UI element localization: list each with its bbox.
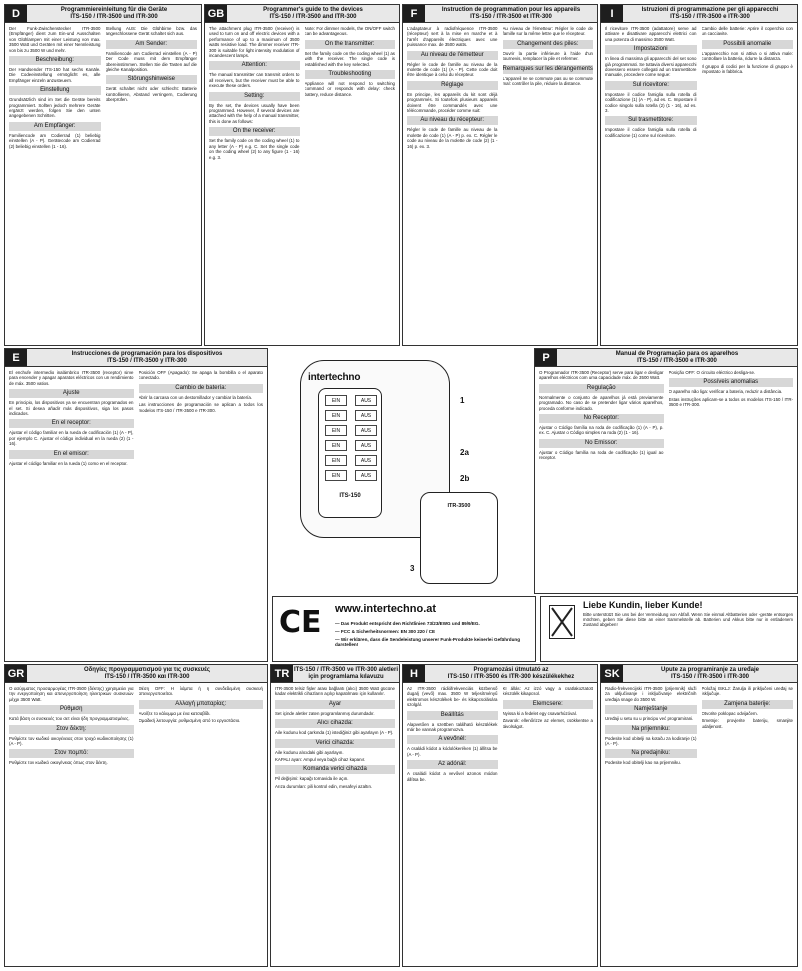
- compliance-line: — FCC & Sicherheitsnormen: EN 300 220 / CE: [335, 629, 436, 634]
- panel-column: Cambio delle batterie: Aprire il coperchio con un cacciavite. Possibili anomalie L'apparecchio non si attiva o si attiva male: controllare la batteria, ridurre la distanza. Il gruppo di codici per la funzione di gruppo è impostato in fabbrica.: [701, 26, 793, 75]
- remote-model: ITS-150: [339, 493, 361, 499]
- remote-off-button: AUS: [355, 440, 377, 451]
- receiver-model: ITR-3500: [447, 503, 471, 509]
- panel-column: Ο ασύρματος προσαρμογέας ITR-3500 (δέκτης) χρησιμεύει για την ενεργοποίηση και απενεργοποίηση ηλεκτρικών συσκευών μέχρι 3500 Watt. Ρύθμιση Κατά βάση οι συσκευές του σετ είναι ήδη προγραμματισμένες. Στον δέκτη: Ρυθμίστε τον κωδικό οικογένειας στον τροχό κωδικοποίησης (1) (A - P). Στον πομπό: Ρυθμίστε τον κωδικό οικογένειας όπως στον δέκτη.: [9, 686, 134, 766]
- panel-column: Posição OFF: O circuito eléctrico desliga-se. Possíveis anomalias O aparelho não liga: verificar a bateria, reduzir a distância. Estas instruções aplicam-se a todos os modelos ITS-150 / ITR-3500 e ITR-300.: [668, 370, 793, 408]
- panel-de: [4, 4, 202, 346]
- panel-column: Il ricevitore ITR-3500 (adattatore) serve ad attivare e disattivare apparecchi elettrici con una potenza di massimo 3500 Watt. Impostazioni In linea di massima gli apparecchi del set sono già programmati. Se tuttavia diversi apparecchi dovessero essere collegati ad un trasmettitore manuale, procedere come segue: Sul ricevitore: Impostare il codice famiglia sulla rotella di codificazione (1) (A - P), ad es. C. Impostare il codice singolo sulla rotella (2) (1 - 16), ad es. 3. Sul trasmettitore: Impostare il codice famiglia sulla rotella di codificazione (1) come sul ricevitore.: [605, 26, 697, 138]
- callout-3: 3: [410, 564, 415, 573]
- compliance-footer: [272, 596, 536, 662]
- remote-control: [318, 388, 382, 518]
- panel-title: Manual de Programação para os aparelhos ITS-150 / ITR-3500 e ITR-300: [557, 349, 797, 366]
- instruction-sheet: [4, 4, 798, 967]
- panel-tag: E: [5, 349, 27, 366]
- device-illustration: [270, 352, 504, 592]
- remote-off-button: AUS: [355, 455, 377, 466]
- panel-title: ITS-150 / ITR-3500 ve ITR-300 aletleri için programlama kılavuzu: [293, 665, 399, 682]
- note-body: Bitte unterstützt Sie uns bei der Vermeidung von Abfall. Wenn Sie einmal Altbatterien oder -geräte entsorgen möchten, geben Sie diese bitte an einer Sammelstelle ab. Batterien und Akkus bitte nur in entladenem Zustand abgeben!: [583, 612, 793, 628]
- panel-column: Položaj ISKLJ: Žarulja ili priključeni uređaj se isključuje. Zamjena baterije: Otvorite poklopac odvijačem. Smetnje: provjerite bateriju, smanjite udaljenost.: [701, 686, 793, 729]
- panel-title: Instruction de programmation pour les appareils ITS-150 / ITR-3500 et ITR-300: [425, 5, 597, 22]
- panel-title: Οδηγίες προγραμματισμού για τις συσκευές ITS-150 / ITR-3500 και ITR-300: [27, 665, 267, 682]
- panel-pt: [534, 348, 798, 594]
- panel-tag: H: [403, 665, 425, 682]
- panel-title: Instrucciones de programación para los dispositivos ITS-150 / ITR-3500 y ITR-300: [27, 349, 267, 366]
- remote-off-button: AUS: [355, 470, 377, 481]
- panel-tag: GB: [205, 5, 227, 22]
- panel-title: Programmiereinleitung für die Geräte ITS-150 / ITR-3500 und ITR-300: [27, 5, 201, 22]
- remote-on-button: EIN: [325, 455, 347, 466]
- remote-on-button: EIN: [325, 395, 347, 406]
- panel-column: Az ITR-3500 rádiófrekvenciás közbenső dugalj (vevő) max. 3500 W teljesítményű elektromos készülékek be- és kikapcsolására szolgál. Beállítás Alapvetően a szettben található készülékek már be vannak programozva. A vevőnél: A családi kódot a kódolókeréken (1) állítsa be (A - P). Az adónál: A családi kódot a vevővel azonos módon állítsa be.: [407, 686, 498, 782]
- website-url[interactable]: www.intertechno.at: [335, 603, 437, 615]
- callout-1: 1: [460, 396, 465, 405]
- panel-fr: [402, 4, 598, 346]
- remote-off-button: AUS: [355, 410, 377, 421]
- panel-it: [600, 4, 798, 346]
- panel-title: Upute za programiranje za uređaje ITS-150 / ITR-3500 i ITR-300: [623, 665, 797, 682]
- panel-column: Θέση OFF: Η λάμπα ή η συνδεδεμένη συσκευή απενεργοποιείται. Αλλαγή μπαταρίας: Ανοίξτε το κάλυμμα με ένα κατσαβίδι. Ομαδική λειτουργία: ρυθμισμένη από το εργοστάσιο.: [138, 686, 263, 724]
- panel-column: Der Funk-Zwischenstecker ITR-3500 (Empfänger) dient zum Ein-und Ausschalten von Glühlampen mit einer Leistung von max. 3500 Watt und Geräten mit einer Nennleistung von bis zu 3500 W und mehr. Beschreibung: Der Handsender ITS-150 hat sechs Kanäle. Die Codeeinstellung ermöglicht es, alle Empfänger einzeln anzusteuern. Einstellung Grundsätzlich sind im Set die Geräte bereits programmiert. Sollten jedoch mehrere Geräte ergänzt werden, folgen Sie den unten angegebenen Schritten. Am Empfänger: Familiencode am Codierrad (1) beliebig einstellen (A - P). Gerätecode am Codierrad (2) beliebig einstellen (1 - 16).: [9, 26, 101, 149]
- panel-gb: [204, 4, 400, 346]
- panel-column: Posición OFF (Apagado): Se apaga la bombilla o el aparato conectado. Cambio de batería: Abrir la carcasa con un destornillador y cambiar la batería. Las instrucciones de programación se aplican a todos los modelos ITS-150 / ITR-3500 e ITR-300.: [138, 370, 263, 413]
- remote-off-button: AUS: [355, 395, 377, 406]
- panel-gr: [4, 664, 268, 967]
- recycle-bin-icon: [549, 605, 575, 639]
- callout-2b: 2b: [460, 474, 470, 483]
- brand-label: intertechno: [308, 372, 361, 383]
- compliance-line: — Das Produkt entspricht den Richtlinien 73/23/EWG und 89/9/EG.: [335, 621, 480, 626]
- panel-column: L'adaptateur à radiofréquence ITR-3500 (récepteur) sert à la mise en marche et à l'arrêt d'appareils électriques avec une puissance max. de 3500 watts. Au niveau de l'émetteur Régler le code de famille au niveau de la molette de code (1) (A - P). Cette code doit être identique à celui du récepteur. Réglage En principe, les appareils du kit sont déjà programmés. Si toutefois plusieurs appareils doivent être commandés avec une télécommande, procéder comme suit: Au niveau du récepteur: Régler le code de famille au niveau de la molette de code (1) (A - P) p. ex. C. Régler le code au niveau de la molette de code (2) (1 - 16) p. ex. 3.: [407, 26, 498, 149]
- panel-hu: [402, 664, 598, 967]
- compliance-line: — Wir erklären, dass die Sendeleistung unserer Funk-Produkte keinerlei Gefährdung darstellen!: [335, 637, 521, 647]
- panel-column: O Programador ITR-3500 (Receptor) serve para ligar e desligar aparelhos eléctricos com uma capacidade máx. de 3500 Watt. Regulação Normalmente o conjunto de aparelhos já está previamente programado. No caso de se pretender ligar vários aparelhos, proceda conforme indicado. No Receptor: Ajustar o Código família na roda de codificação (1) (A - P), p. ex. C. Ajustar o Código simples na roda (2) (1 - 16). No Emissor: Ajustar o Código família na roda de codificação (1) igual ao receptor.: [539, 370, 664, 461]
- remote-on-button: EIN: [325, 410, 347, 421]
- panel-tag: F: [403, 5, 425, 22]
- receiver-unit: [420, 492, 498, 584]
- panel-title: Programozási útmutató az ITS-150 / ITR-3500 és ITR-300 készülékekhez: [425, 665, 597, 682]
- note-title: Liebe Kundin, lieber Kunde!: [583, 600, 703, 610]
- panel-column: Radio-frekvencijski ITR-3500 (prijemnik) služi za uključivanje i isključivanje električnih uređaja snage do 3500 W. Namještanje Uređaji u setu su u principu već programirani. Na prijemniku: Podesite kod obitelji na kotaču za kodiranje (1) (A - P). Na predajniku: Podesite kod obitelji kao na prijemniku.: [605, 686, 697, 766]
- panel-tag: SK: [601, 665, 623, 682]
- remote-on-button: EIN: [325, 440, 347, 451]
- remote-on-button: EIN: [325, 470, 347, 481]
- disposal-note: [540, 596, 798, 662]
- panel-title: Programmer's guide to the devices ITS-150 / ITR-3500 and ITR-300: [227, 5, 399, 22]
- remote-on-button: EIN: [325, 425, 347, 436]
- panel-tag: GR: [5, 665, 27, 682]
- panel-column: Stellung AUS: Die Glühbirne bzw. das angeschlossene Gerät schaltet sich aus. Am Sender: Familiencode am Codierrad einstellen (A - P) Der Code muss mit dem Empfänger übereinstimmen. Stellen Sie die Tasten auf die gleiche Kanalposition. Störungshinweise Gerät schaltet nicht oder schlecht: Batterie kontrollieren, Abstand verringern, Codierung überprüfen.: [105, 26, 197, 103]
- panel-column: Au niveau de l'émetteur: Régler le code de famille sur la même lettre que le récepteur. Changement des piles: Ouvrir la partie inférieure à l'aide d'un tournevis, remplacer la pile et refermer. Remarques sur les dérangements L'appareil ne se commute pas ou se commute mal: contrôler la pile, réduire la distance.: [502, 26, 593, 87]
- panel-column: El enchufe intermedio inalámbrico ITR-3500 (receptor) sirve para encender y apagar aparatos eléctricos con un rendimiento de máx. 3500 vatios. Ajuste En principio, los dispositivos ya se encuentran programados en el set. Si desea añadir más dispositivos, siga los pasos indicados. En el receptor: Ajustar el código familiar en la rueda de codificación (1) (A - P), por ejemplo C. Ajustar el código individual en la rueda (2) (1 - 16). En el emisor: Ajustar el código familiar en la rueda (1) como en el receptor.: [9, 370, 134, 466]
- panel-column: The attachment plug ITR-3500 (receiver) is used to turn on and off electric devices with a performance of up to a maximum of 3500 watts resistive load. The dimmer receiver ITR-300 is suitable for light intensity modulation of incandescent lamps. Attention: The manual transmitter can transmit orders to all receivers, but the receiver must be able to execute these orders. Setting: By the set, the devices usually have been programmed. However, if several devices are attached with the help of a manual transmitter, this is done as follows: On the receiver: Set the family code on the coding wheel (1) to any letter (A - P) e.g. C. Set the single code on the coding wheel (2) to any figure (1 - 16) e.g. 3.: [209, 26, 300, 160]
- panel-title: Istruzioni di programmazione per gli apparecchi ITS-150 / ITR-3500 e ITR-300: [623, 5, 797, 22]
- ce-mark: CE: [279, 605, 322, 640]
- panel-tag: TR: [271, 665, 293, 682]
- panel-tag: D: [5, 5, 27, 22]
- callout-2a: 2a: [460, 448, 469, 457]
- panel-column: Note: For dimmer models, the ON/OFF switch can be advantageous. On the transmitter: Set the family code on the coding wheel (1) as with the receiver. The single code is established with the key selected. Troubleshooting Appliance will not respond to switching command or responds with delay: check battery, reduce distance.: [304, 26, 395, 97]
- panel-sk: [600, 664, 798, 967]
- remote-off-button: AUS: [355, 425, 377, 436]
- panel-es: [4, 348, 268, 662]
- panel-tr: [270, 664, 400, 967]
- panel-column: KI állás: Az izzó vagy a csatlakoztatott készülék kikapcsol. Elemcsere: Nyissa ki a fedelet egy csavarhúzóval. Zavarok: ellenőrizze az elemet, csökkentse a távolságot.: [502, 686, 593, 729]
- panel-tag: I: [601, 5, 623, 22]
- panel-column: ITR-3500 telsiz fişler arası bağlantı (alıcı) 3500 Watt gücüne kadar elektrikli cihazların açılıp kapatılması için kullanılır. Ayar Set içinde aletler zaten programlanmış durumdadır. Alıcı cihazda: Aile kodunu kod çarkında (1) istediğiniz gibi ayarlayın (A - P). Verici cihazda: Aile kodunu alıcıdaki gibi ayarlayın. KAPALI ayarı: Ampul veya bağlı cihaz kapanır. Komanda verici cihazda Pil değişimi: kapağı tornavida ile açın. Arıza durumları: pili kontrol edin, mesafeyi azaltın.: [275, 686, 395, 789]
- panel-tag: P: [535, 349, 557, 366]
